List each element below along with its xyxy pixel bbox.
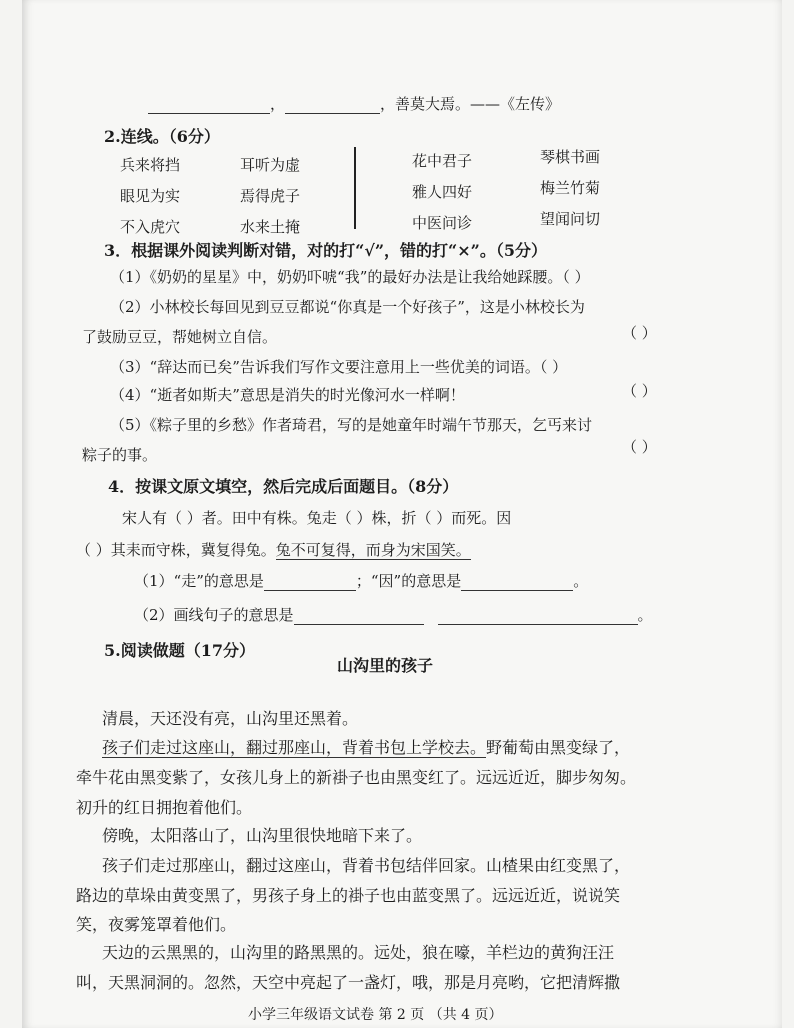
q4-line-2 <box>76 539 471 560</box>
passage-p2-line2: 牵牛花由黑变紫了，女孩儿身上的新褂子也由黑变红了。远远近近，脚步匆匆。 <box>76 768 637 787</box>
q3-item-1: （1）《奶奶的星星》中，奶奶吓唬“我”的最好办法是让我给她踩腰。（ ） <box>110 268 590 286</box>
q3-item-3: （3）“辞达而已矣”告诉我们写作文要注意用上一些优美的词语。（ ） <box>110 358 568 376</box>
answer-blank-meaning-2[interactable] <box>438 608 638 625</box>
comma: ， <box>270 95 286 113</box>
q4-sub-2-label: （2）画线句子的意思是 <box>134 606 294 624</box>
passage-p5-line2: 叫，天黑洞洞的。忽然，天空中亮起了一盏灯，哦，那是月亮哟，它把清辉撒 <box>76 973 621 992</box>
q2-item: 眼见为实 <box>120 187 181 205</box>
q3-paren-4[interactable]: （ ） <box>622 382 657 400</box>
passage-text: 野葡萄由黑变绿了， <box>486 738 631 757</box>
quote-suffix: ，善莫大焉。——《左传》 <box>380 95 561 113</box>
q4-sub-1-a: （1）“走”的意思是 <box>134 572 264 590</box>
q4-line-2-text: （ ）其耒而守株，冀复得兔。 <box>76 541 276 559</box>
q2-item: 焉得虎子 <box>240 187 301 205</box>
q4-sub-2 <box>134 604 653 625</box>
exam-page <box>22 0 782 1028</box>
q3-title: 3．根据课外阅读判断对错，对的打“√”，错的打“×”。（5分） <box>104 241 548 260</box>
passage-p2-line1 <box>102 735 630 758</box>
q2-item: 琴棋书画 <box>540 148 601 166</box>
q5-title: 5.阅读做题（17分） <box>104 641 255 660</box>
q2-item: 耳听为虚 <box>240 156 301 174</box>
q3-item-5-cont: 粽子的事。 <box>82 446 158 464</box>
period: 。 <box>637 606 653 624</box>
underlined-sentence: 兔不可复得，而身为宋国笑。 <box>275 541 471 559</box>
q3-item-2: （2）小林校长每回见到豆豆都说“你真是一个好孩子”，这是小林校长为 <box>110 298 585 316</box>
q2-left-col2 <box>240 150 300 243</box>
q3-item-2-cont: 了鼓励豆豆，帮她树立自信。 <box>82 328 278 346</box>
q3-item-4: （4）“逝者如斯夫”意思是消失的时光像河水一样啊！ <box>110 386 465 404</box>
q2-title: 2.连线。（6分） <box>104 127 220 146</box>
passage-p4-line2: 路边的草垛由黄变黑了，男孩子身上的褂子也由蓝变黑了。远远近近，说说笑 <box>76 886 621 905</box>
passage-p3: 傍晚，太阳落山了，山沟里很快地暗下来了。 <box>102 826 423 845</box>
answer-blank-meaning-1[interactable] <box>294 608 424 625</box>
q2-item: 兵来将挡 <box>120 156 181 174</box>
answer-blank-yin[interactable] <box>461 574 573 591</box>
period: 。 <box>573 572 589 590</box>
q2-item: 雅人四好 <box>412 183 473 201</box>
top-quote-line <box>148 93 560 114</box>
q2-item: 水来土掩 <box>240 218 301 236</box>
passage-p4-line3: 笑，夜雾笼罩着他们。 <box>76 915 237 934</box>
q4-sub-1-b: ；“因”的意思是 <box>355 572 462 590</box>
q2-item: 不入虎穴 <box>120 218 181 236</box>
q3-paren-5[interactable]: （ ） <box>622 438 657 456</box>
q4-line-1: 宋人有（ ）者。田中有株。兔走（ ）株，折（ ）而死。因 <box>122 509 512 527</box>
q4-sub-1 <box>134 570 588 591</box>
underlined-sentence: 孩子们走过这座山，翻过那座山，背着书包上学校去。 <box>102 738 487 757</box>
q2-right-col2 <box>540 142 600 235</box>
passage-p2-line3: 初升的红日拥抱着他们。 <box>76 798 253 817</box>
q4-title: 4．按课文原文填空，然后完成后面题目。（8分） <box>108 477 459 496</box>
q2-left-col1 <box>120 150 180 243</box>
q2-item: 中医问诊 <box>412 214 473 232</box>
divider-line <box>354 147 356 229</box>
q2-item: 梅兰竹菊 <box>540 179 601 197</box>
passage-p5-line1: 天边的云黑黑的，山沟里的路黑黑的。远处，狼在嚎，羊栏边的黄狗汪汪 <box>102 943 615 962</box>
blank-2[interactable] <box>285 97 380 114</box>
q2-right-col1 <box>412 146 472 239</box>
passage-title: 山沟里的孩子 <box>337 656 434 675</box>
q3-item-5: （5）《粽子里的乡愁》作者琦君，写的是她童年时端午节那天，乞丐来讨 <box>110 416 593 434</box>
answer-blank-zou[interactable] <box>264 574 356 591</box>
passage-p1: 清晨，天还没有亮，山沟里还黑着。 <box>102 709 359 728</box>
blank-1[interactable] <box>148 97 270 114</box>
q2-item: 花中君子 <box>412 152 473 170</box>
q2-item: 望闻问切 <box>540 210 601 228</box>
page-footer: 小学三年级语文试卷 第 2 页 （共 4 页） <box>248 1007 503 1023</box>
passage-p4-line1: 孩子们走过那座山，翻过这座山，背着书包结伴回家。山楂果由红变黑了， <box>102 856 631 875</box>
q3-paren-2[interactable]: （ ） <box>622 324 657 342</box>
